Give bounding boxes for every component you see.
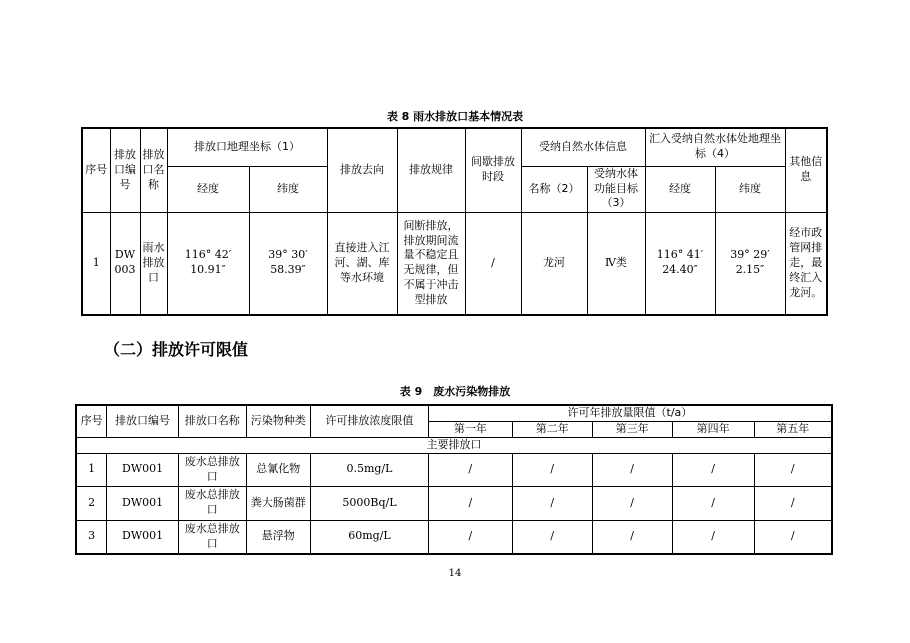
header-latitude2: 纬度 [715, 166, 785, 212]
t9-cell-year-2: / [512, 486, 592, 520]
t9-cell-year-2: / [512, 520, 592, 554]
t9-cell-year-5: / [754, 453, 832, 486]
header-geo-coord: 排放口地理坐标（1） [167, 128, 327, 166]
section-title: （二）排放许可限值 [104, 340, 249, 359]
t9-cell-limit: 0.5mg/L [311, 453, 429, 486]
t9-cell-seq: 3 [76, 520, 107, 554]
table8-caption: 表 8 雨水排放口基本情况表 [386, 110, 524, 123]
t9-cell-pollutant: 总氰化物 [246, 453, 311, 486]
header-pattern: 排放规律 [397, 128, 465, 212]
t9-cell-year-5: / [754, 486, 832, 520]
header-outlet-name: 排放口名称 [140, 128, 167, 212]
cell-direction: 直接进入江河、湖、库等水环境 [327, 212, 397, 315]
t9-cell-name: 废水总排放口 [178, 520, 246, 554]
t9-cell-pollutant: 粪大肠菌群 [246, 486, 311, 520]
t9-cell-pollutant: 悬浮物 [246, 520, 311, 554]
cell-latitude: 39° 30′ 58.39″ [249, 212, 327, 315]
header-outlet-code: 排放口编号 [110, 128, 140, 212]
page-number: 14 [448, 568, 462, 579]
cell-c-longitude: 116° 41′ 24.40″ [645, 212, 715, 315]
t9-cell-limit: 60mg/L [311, 520, 429, 554]
t9-cell-year-1: / [428, 486, 512, 520]
wastewater-pollutant-table [75, 404, 833, 555]
cell-water-target: Ⅳ类 [587, 212, 645, 315]
t9-header-year-4: 第四年 [672, 421, 754, 437]
t9-cell-year-4: / [672, 486, 754, 520]
cell-other: 经市政管网排走，最终汇入龙河。 [785, 212, 827, 315]
cell-water-name: 龙河 [521, 212, 587, 315]
header-water-target: 受纳水体功能目标（3） [587, 166, 645, 212]
header-longitude: 经度 [167, 166, 249, 212]
t9-header-seq: 序号 [76, 405, 107, 437]
t9-cell-year-3: / [592, 486, 672, 520]
t9-cell-name: 废水总排放口 [178, 486, 246, 520]
t9-cell-year-1: / [428, 453, 512, 486]
cell-pattern: 间断排放，排放期间流量不稳定且无规律，但不属于冲击型排放 [397, 212, 465, 315]
header-other: 其他信息 [785, 128, 827, 212]
cell-intermittent: / [465, 212, 521, 315]
table9-caption: 表 9 废水污染物排放 [399, 385, 511, 398]
header-latitude: 纬度 [249, 166, 327, 212]
t9-cell-year-5: / [754, 520, 832, 554]
t9-header-year-2: 第二年 [512, 421, 592, 437]
t9-header-year-5: 第五年 [754, 421, 832, 437]
table-row [76, 520, 832, 554]
table-row [76, 453, 832, 486]
cell-c-latitude: 39° 29′ 2.15″ [715, 212, 785, 315]
table-row [76, 486, 832, 520]
t9-group-main-outlet: 主要排放口 [76, 437, 832, 453]
t9-cell-year-4: / [672, 520, 754, 554]
t9-cell-year-2: / [512, 453, 592, 486]
header-seq: 序号 [82, 128, 110, 212]
cell-code: DW003 [110, 212, 140, 315]
rainwater-outlet-table [81, 127, 828, 316]
t9-cell-year-3: / [592, 453, 672, 486]
cell-name: 雨水排放口 [140, 212, 167, 315]
t9-header-name: 排放口名称 [178, 405, 246, 437]
t9-cell-code: DW001 [107, 486, 179, 520]
t9-header-pollutant: 污染物种类 [246, 405, 311, 437]
t9-cell-seq: 2 [76, 486, 107, 520]
t9-cell-code: DW001 [107, 520, 179, 554]
t9-header-code: 排放口编号 [107, 405, 179, 437]
t9-header-year-1: 第一年 [428, 421, 512, 437]
t9-header-limit: 许可排放浓度限值 [311, 405, 429, 437]
t9-cell-limit: 5000Bq/L [311, 486, 429, 520]
cell-longitude: 116° 42′ 10.91″ [167, 212, 249, 315]
header-water-name: 名称（2） [521, 166, 587, 212]
t9-cell-code: DW001 [107, 453, 179, 486]
t9-cell-year-3: / [592, 520, 672, 554]
t9-cell-year-4: / [672, 453, 754, 486]
t9-header-year-3: 第三年 [592, 421, 672, 437]
header-intermittent: 间歇排放时段 [465, 128, 521, 212]
t9-cell-name: 废水总排放口 [178, 453, 246, 486]
t9-cell-year-1: / [428, 520, 512, 554]
header-receiving-info: 受纳自然水体信息 [521, 128, 645, 166]
cell-seq: 1 [82, 212, 110, 315]
header-direction: 排放去向 [327, 128, 397, 212]
header-longitude2: 经度 [645, 166, 715, 212]
header-confluence-coord: 汇入受纳自然水体处地理坐标（4） [645, 128, 785, 166]
t9-cell-seq: 1 [76, 453, 107, 486]
t9-header-annual: 许可年排放量限值（t/a） [428, 405, 832, 421]
